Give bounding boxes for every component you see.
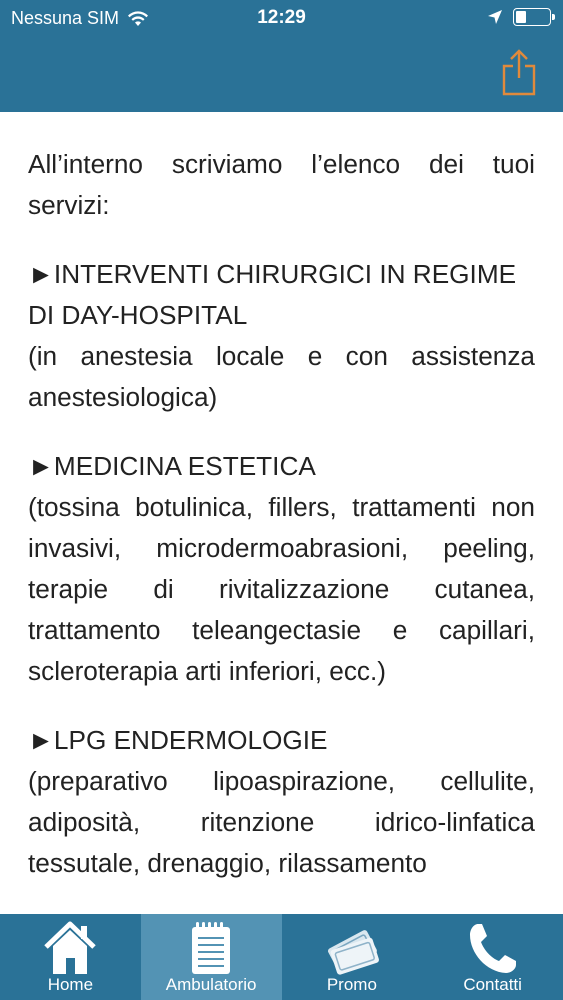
- tab-label: Promo: [326, 975, 377, 994]
- header-bar: [0, 0, 563, 112]
- tab-ambulatorio[interactable]: [141, 914, 282, 1000]
- section-title: ►LPG ENDERMOLOGIE: [28, 725, 328, 755]
- section-description: (preparativo lipoaspirazione, cellulite, adiposità, ritenzione idrico-linfatica tessutale, drenaggio, rilassamento: [28, 766, 535, 878]
- share-icon[interactable]: [501, 48, 537, 96]
- tab-label: Ambulatorio: [165, 975, 257, 994]
- carrier-label: Nessuna SIM: [11, 8, 120, 28]
- services-content: [0, 112, 563, 914]
- intro-text: All’interno scriviamo l’elenco dei tuoi servizi:: [28, 149, 535, 220]
- service-section-day-hospital: [28, 254, 535, 418]
- tab-label: Home: [47, 975, 94, 994]
- battery-icon: [513, 8, 551, 26]
- section-description: (in anestesia locale e con assistenza anestesiologica): [28, 341, 535, 412]
- phone-icon: [466, 920, 520, 976]
- tab-bar: [0, 914, 563, 1000]
- status-time: 12:29: [257, 7, 306, 28]
- right-status-icons: [487, 8, 551, 26]
- section-title: ►INTERVENTI CHIRURGICI IN REGIME DI DAY-HOSPITAL: [28, 259, 517, 330]
- notepad-icon: [189, 920, 233, 976]
- location-arrow-icon: [487, 9, 503, 25]
- tab-home[interactable]: [0, 914, 141, 1000]
- tab-contatti[interactable]: [422, 914, 563, 1000]
- section-description: (tossina botulinica, fillers, trattamenti non invasivi, microdermoabrasioni, peeling, terapie di rivitalizzazione cutanea, trattamento teleangectasie e capillari, scleroterapia arti inferiori, ecc.): [28, 492, 535, 686]
- service-section-lpg: [28, 720, 535, 884]
- ticket-icon: [322, 920, 382, 976]
- service-section-medicina-estetica: [28, 446, 535, 692]
- tab-promo[interactable]: [282, 914, 423, 1000]
- home-icon: [43, 920, 97, 976]
- tab-label: Contatti: [463, 975, 522, 994]
- section-title: ►MEDICINA ESTETICA: [28, 451, 316, 481]
- status-bar: [0, 0, 563, 38]
